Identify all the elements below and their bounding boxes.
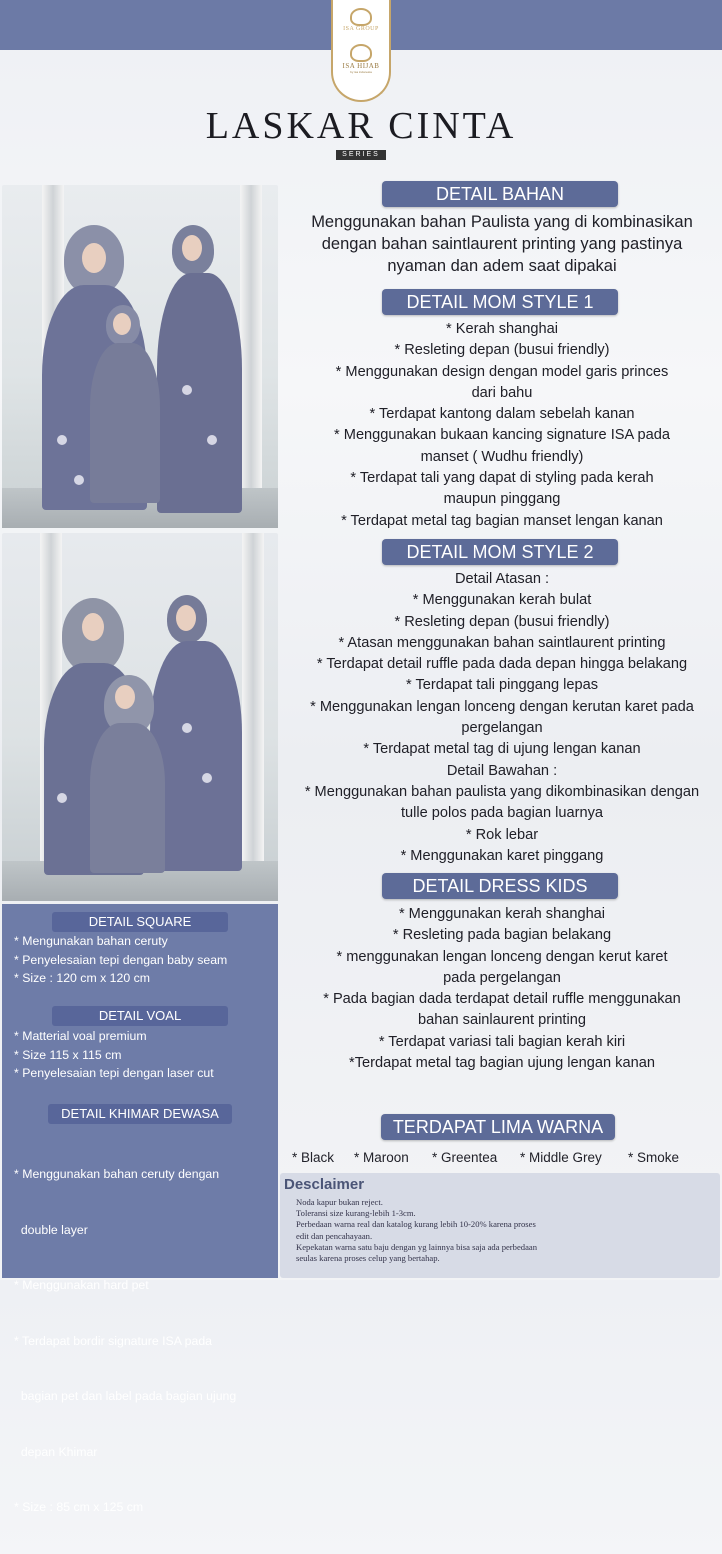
list-item: * Atasan menggunakan bahan saintlaurent printing xyxy=(338,634,666,651)
list-item: * Terdapat metal tag bagian manset lengan kanan xyxy=(341,512,663,529)
brand-tagline: by isa indonesia xyxy=(350,70,372,74)
list-item: * Size : 85 cm x 125 cm xyxy=(14,1500,144,1514)
kid-dress xyxy=(90,723,165,873)
disclaimer-box xyxy=(280,1173,720,1278)
face xyxy=(182,235,202,261)
detail-bahan-text xyxy=(282,211,722,277)
face xyxy=(82,613,104,641)
list-item: * Terdapat tali pinggang lepas xyxy=(405,677,599,694)
voal-header: DETAIL VOAL xyxy=(52,1006,228,1026)
list-item: * Terdapat variasi tali bagian kerah kiri xyxy=(378,1033,626,1050)
list-item: double layer xyxy=(14,1222,88,1237)
list-item: * Menggunakan bukaan kancing signature ISA pada xyxy=(334,427,670,444)
list-item: * Mengunakan bahan ceruty xyxy=(14,934,168,948)
isa-group-logo-icon xyxy=(350,8,372,26)
list-item: bagian pet dan label pada bagian ujung xyxy=(14,1389,237,1403)
face xyxy=(82,243,106,273)
list-item: pergelangan xyxy=(461,720,543,737)
list-item: * Menggunakan kerah shanghai xyxy=(398,906,606,922)
text-line: seulas karena proses celup yang bertahap. xyxy=(296,1253,440,1264)
text-line: Noda kapur bukan reject. xyxy=(296,1197,383,1207)
list-item: * Menggunakan kerah bulat xyxy=(412,592,592,609)
list-item: * Terdapat kantong dalam sebelah kanan xyxy=(369,406,635,423)
flower-print xyxy=(74,475,84,485)
color-option: * Greentea xyxy=(432,1150,498,1165)
dress-kids-list xyxy=(282,904,722,1074)
khimar-list xyxy=(14,1128,270,1554)
list-item: * Terdapat detail ruffle pada dada depan hingga belakang xyxy=(316,656,688,673)
list-item: * Terdapat bordir signature ISA pada xyxy=(14,1333,213,1348)
list-item: * Penyelesaian tepi dengan baby seam xyxy=(14,952,228,967)
list-item: * Resleting pada bagian belakang xyxy=(392,927,612,944)
mom-dress xyxy=(157,273,242,513)
list-item: * Menggunakan lengan lonceng dengan kerutan karet pada xyxy=(310,698,694,715)
list-item: * Menggunakan bahan paulista yang dikombinasikan dengan xyxy=(304,783,700,800)
list-item: * Menggunakan hard pet xyxy=(14,1278,149,1292)
list-item: * Kerah shanghai xyxy=(446,321,558,337)
list-item: * Resleting depan (busui friendly) xyxy=(394,613,610,630)
series-label: SERIES xyxy=(336,150,386,160)
list-item: * Terdapat tali yang dapat di styling pada kerah xyxy=(350,470,654,487)
list-item: * Matterial voal premium xyxy=(14,1029,147,1043)
list-item: tulle polos pada bagian luarnya xyxy=(400,805,604,822)
voal-list xyxy=(14,1027,270,1083)
list-item: dari bahu xyxy=(471,384,533,401)
list-item: maupun pinggang xyxy=(443,491,561,508)
brand-name: ISA HIJAB xyxy=(342,62,380,70)
list-item: * Penyelesaian tepi dengan laser cut xyxy=(14,1066,214,1080)
square-list xyxy=(14,932,270,988)
list-item: manset ( Wudhu friendly) xyxy=(420,448,584,465)
face xyxy=(113,313,131,335)
square-header: DETAIL SQUARE xyxy=(52,912,228,932)
flower-print xyxy=(57,435,67,445)
flower-print xyxy=(202,773,212,783)
list-item: * Rok lebar xyxy=(465,826,539,843)
color-option: * Maroon xyxy=(354,1150,409,1165)
brand-logo xyxy=(331,0,391,102)
pillar xyxy=(240,185,262,528)
color-option: * Middle Grey xyxy=(520,1150,602,1165)
accessory-details-panel xyxy=(2,904,278,1514)
list-item: * menggunakan lengan lonceng dengan kerut karet xyxy=(336,948,668,965)
disclaimer-text xyxy=(296,1197,696,1264)
color-option: * Black xyxy=(292,1150,335,1165)
mom-style-2-list xyxy=(282,569,722,867)
list-item: * Size 115 x 115 cm xyxy=(14,1047,122,1062)
list-item: * Pada bagian dada terdapat detail ruffle menggunakan xyxy=(323,991,681,1008)
text-line: Perbedaan warna real dan katalog kurang lebih 10-20% karena proses xyxy=(296,1219,536,1230)
disclaimer-title: Desclaimer xyxy=(284,1176,365,1193)
flower-print xyxy=(207,435,217,445)
list-item: *Terdapat metal tag bagian ujung lengan kanan xyxy=(349,1055,655,1072)
collection-title: LASKAR CINTA xyxy=(205,105,517,147)
product-photo-style-1 xyxy=(2,185,278,528)
colors-header: TERDAPAT LIMA WARNA xyxy=(381,1114,615,1140)
list-item: * Menggunakan karet pinggang xyxy=(400,847,604,864)
pillar xyxy=(242,533,264,901)
list-item: bahan sainlaurent printing xyxy=(418,1012,586,1029)
mom-style-1-list xyxy=(282,319,722,532)
list-item: * Resleting depan (busui friendly) xyxy=(394,342,610,359)
flower-print xyxy=(182,385,192,395)
list-item: * Menggunakan design dengan model garis princes xyxy=(335,363,669,380)
mom-style-2-header: DETAIL MOM STYLE 2 xyxy=(382,539,618,565)
list-item: depan Khimar xyxy=(14,1444,98,1459)
product-photo-style-2 xyxy=(2,533,278,901)
dress-kids-header: DETAIL DRESS KIDS xyxy=(382,873,618,899)
isa-hijab-logo-icon xyxy=(350,44,372,62)
text-line: Menggunakan bahan Paulista yang di kombinasikan xyxy=(311,213,693,231)
face xyxy=(176,605,196,631)
list-item: * Size : 120 cm x 120 cm xyxy=(14,971,151,985)
list-item: Detail Atasan : xyxy=(454,571,550,587)
khimar-header: DETAIL KHIMAR DEWASA xyxy=(48,1104,232,1124)
flower-print xyxy=(57,793,67,803)
list-item: Detail Bawahan : xyxy=(446,762,558,779)
list-item: * Menggunakan bahan ceruty dengan xyxy=(14,1167,220,1181)
text-line: nyaman dan adem saat dipakai xyxy=(387,257,617,275)
flower-print xyxy=(182,723,192,733)
list-item: pada pergelangan xyxy=(443,969,561,986)
brand-group: ISA GROUP xyxy=(343,26,379,32)
kid-dress xyxy=(90,343,160,503)
text-line: dengan bahan saintlaurent printing yang pastinya xyxy=(321,235,683,253)
color-option: * Smoke xyxy=(628,1150,680,1165)
text-line: Kepekatan warna satu baju dengan yg lainnya bisa saja ada perbedaan xyxy=(296,1241,537,1252)
text-line: edit dan pencahayaan. xyxy=(296,1230,373,1241)
mom-style-1-header: DETAIL MOM STYLE 1 xyxy=(382,289,618,315)
face xyxy=(115,685,135,709)
list-item: * Terdapat metal tag di ujung lengan kanan xyxy=(363,741,641,758)
text-line: Toleransi size kurang-lebih 1-3cm. xyxy=(296,1208,416,1219)
detail-bahan-header: DETAIL BAHAN xyxy=(382,181,618,207)
